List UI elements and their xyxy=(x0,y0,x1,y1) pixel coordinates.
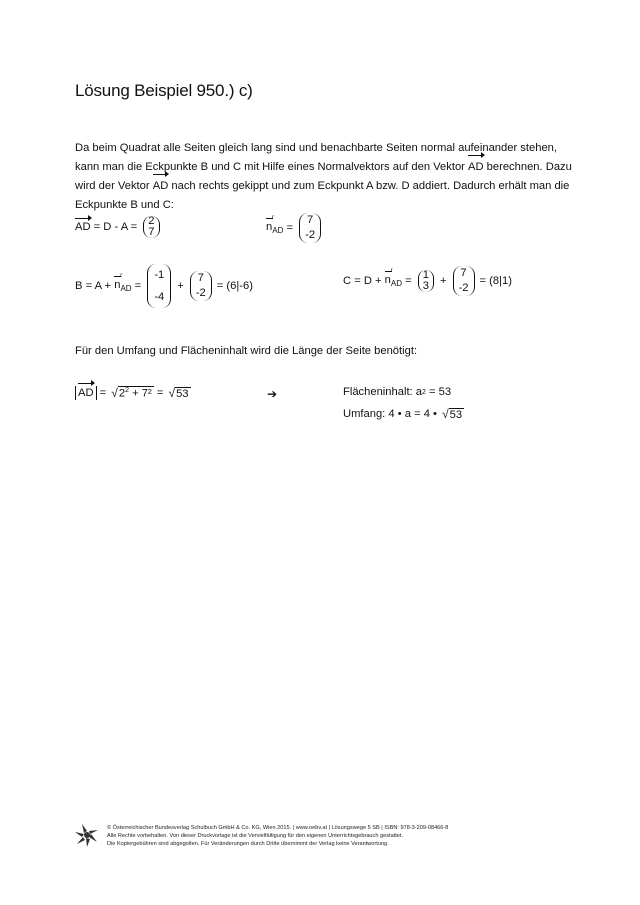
equation-b xyxy=(75,264,253,308)
equation-text: = xyxy=(283,222,297,234)
equation-length xyxy=(75,386,191,400)
intro-line-4: Eckpunkte B und C: xyxy=(75,199,174,211)
vector-component: 2 xyxy=(148,215,155,227)
umfang-intro-text: Für den Umfang und Flächeninhalt wird die Länge der Seite benötigt: xyxy=(75,345,418,357)
normal-vector-letter: n xyxy=(384,274,391,286)
vector-ad: AD xyxy=(468,158,484,177)
intro-line-3-text-b: nach rechts gekippt und zum Eckpunkt A bzw. D addiert. Dadurch erhält man die xyxy=(171,180,570,192)
vector-component: -1 xyxy=(154,269,165,281)
vector-component: -2 xyxy=(458,282,469,294)
intro-line-2 xyxy=(75,158,575,177)
normal-vector-letter: n xyxy=(114,279,121,291)
intro-line-2-text-b: berechnen. Dazu xyxy=(486,161,572,173)
footer-line: Alle Rechte vorbehalten. Von dieser Druckvorlage ist die Vervielfältigung für den eigenen Unterrichtsgebrauch gestattet. xyxy=(107,833,404,839)
normal-vector-symbol xyxy=(384,268,403,288)
vector-component: 3 xyxy=(422,280,430,292)
normal-vector-sup: r xyxy=(390,268,393,274)
column-vector xyxy=(143,216,159,238)
equation-text: = D - A = xyxy=(90,221,141,233)
radicand: 53 xyxy=(449,408,463,421)
column-vector xyxy=(190,271,212,301)
radicand-base: 2 xyxy=(118,387,126,400)
area-result xyxy=(343,386,451,398)
perimeter-label: Umfang: 4 • a = 4 • xyxy=(343,408,441,420)
intro-paragraph xyxy=(75,139,575,215)
equation-text: = xyxy=(131,280,145,292)
sqrt-icon: √ xyxy=(111,386,118,400)
vector-component: 7 xyxy=(197,272,204,284)
area-label: Flächeninhalt: a xyxy=(343,386,422,398)
column-vector xyxy=(453,266,475,296)
equation-text: = xyxy=(153,387,167,399)
footer-line: © Österreichischer Bundesverlag Schulbuch GmbH & Co. KG, Wien 2015. | www.oebv.at | Lösungswege 5 SB | ISBN: 978-3-209-08466-8 xyxy=(107,825,449,831)
vector-component: -2 xyxy=(305,229,316,241)
perimeter-result xyxy=(343,407,464,421)
footer-line: Die Kopiergebühren sind abgegolten. Für Veränderungen durch Dritte übernimmt der Verlag keine Verantwortung. xyxy=(107,841,389,847)
normal-vector-sub: AD xyxy=(390,279,403,288)
equation-text: = xyxy=(96,387,110,399)
sqrt-icon: √ xyxy=(168,386,176,400)
equation-c xyxy=(343,266,512,296)
plus-sign: + xyxy=(177,280,184,292)
vector-component: 7 xyxy=(460,267,467,279)
normal-vector-symbol xyxy=(114,273,132,293)
equation-text: B = A + xyxy=(75,280,115,292)
vector-component: 7 xyxy=(306,214,314,226)
plus-sign: + xyxy=(440,275,447,287)
vector-component: 7 xyxy=(148,226,155,238)
exponent: 2 xyxy=(422,388,426,396)
vector-component: -4 xyxy=(154,291,165,303)
intro-line-2-text-a: kann man die Eckpunkte B und C mit Hilfe eines Normalvektors auf den Vektor xyxy=(75,161,465,173)
normal-vector-symbol xyxy=(266,215,284,235)
vector-component: -2 xyxy=(195,287,206,299)
exponent: 2 xyxy=(125,387,130,395)
page-title: Lösung Beispiel 950.) c) xyxy=(75,81,253,100)
vector-ad: AD xyxy=(153,177,169,196)
normal-vector-sup: r xyxy=(120,273,123,279)
normal-vector-letter: n xyxy=(266,221,273,233)
sqrt-icon: √ xyxy=(442,407,449,421)
normal-vector-sub: AD xyxy=(120,284,132,293)
equation-ad xyxy=(75,216,163,238)
column-vector xyxy=(147,264,171,308)
intro-line-3 xyxy=(75,177,575,196)
equation-text: = xyxy=(402,275,415,287)
radicand xyxy=(118,386,154,400)
intro-line-3-text-a: wird der Vektor xyxy=(75,180,150,192)
column-vector xyxy=(418,270,434,292)
area-value: = 53 xyxy=(425,386,452,398)
radicand-rest: + 7² xyxy=(129,387,152,400)
column-vector xyxy=(299,213,321,243)
magnitude-bars xyxy=(75,386,97,400)
vector-ad: AD xyxy=(75,221,91,233)
equation-text: C = D + xyxy=(343,275,385,287)
radicand: 53 xyxy=(176,387,189,400)
vector-ad: AD xyxy=(78,387,94,399)
vector-component: 1 xyxy=(422,269,430,281)
footer-copyright xyxy=(107,824,448,848)
implies-arrow-icon: ➔ xyxy=(267,387,278,401)
publisher-logo-icon xyxy=(73,822,101,848)
equation-normal-vector xyxy=(266,213,324,243)
intro-line-1: Da beim Quadrat alle Seiten gleich lang sind und benachbarte Seiten normal aufeinander stehen, xyxy=(75,142,558,154)
equation-result: = (6|-6) xyxy=(216,280,253,292)
normal-vector-sub: AD xyxy=(272,226,284,235)
equation-result: = (8|1) xyxy=(479,275,512,287)
normal-vector-sup: r xyxy=(272,215,274,221)
